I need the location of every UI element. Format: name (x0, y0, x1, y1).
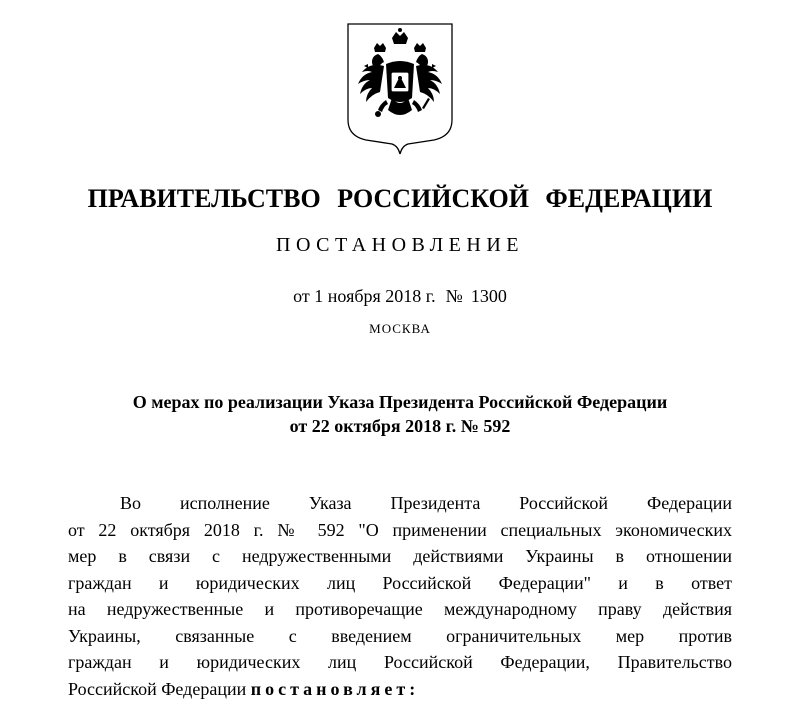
coat-of-arms-icon (344, 20, 456, 156)
document-body (68, 490, 732, 702)
number-sign: № (446, 286, 463, 306)
document-title (0, 390, 800, 438)
title-line-2: от 22 октября 2018 г. № 592 (0, 414, 800, 438)
document-city: МОСКВА (0, 320, 800, 338)
body-line: Украины, связанные с введением ограничительных мер против (68, 623, 732, 650)
document-number: 1300 (471, 286, 507, 306)
organization-title: ПРАВИТЕЛЬСТВО РОССИЙСКОЙ ФЕДЕРАЦИИ (0, 183, 800, 215)
document-date: от 1 ноября 2018 г. (293, 286, 436, 306)
body-line: граждан и юридических лиц Российской Федерации, Правительство (68, 649, 732, 676)
document-date-number (0, 284, 800, 308)
body-line-final (68, 676, 732, 702)
title-line-1: О мерах по реализации Указа Президента Российской Федерации (0, 390, 800, 414)
document-type: ПОСТАНОВЛЕНИЕ (0, 232, 800, 258)
body-line: на недружественные и противоречащие международному праву действия (68, 596, 732, 623)
body-line: Во исполнение Указа Президента Российской Федерации (68, 490, 732, 517)
body-line: граждан и юридических лиц Российской Федерации" и в ответ (68, 570, 732, 597)
body-line: от 22 октября 2018 г. № 592 "О применении специальных экономических (68, 517, 732, 544)
body-line: Российской Федерации (68, 679, 246, 699)
body-line: мер в связи с недружественными действиями Украины в отношении (68, 543, 732, 570)
resolution-word: постановляет: (251, 679, 420, 699)
